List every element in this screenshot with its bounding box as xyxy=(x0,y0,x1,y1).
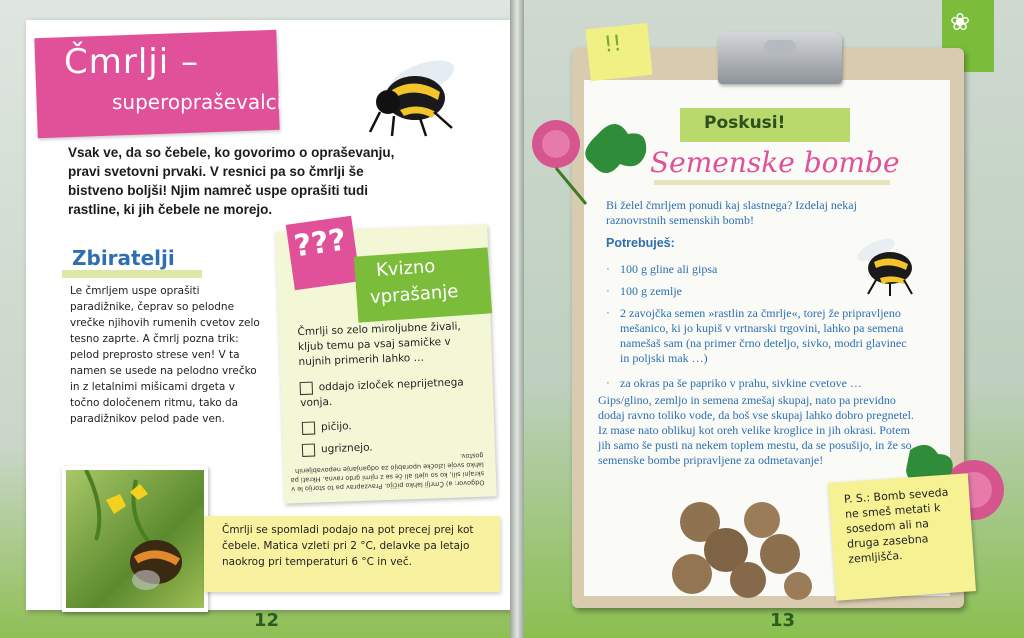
quiz-heading-line2: vprašanje xyxy=(369,280,460,309)
needs-item: 100 g gline ali gipsa xyxy=(620,262,718,276)
page-number-left: 12 xyxy=(254,610,280,631)
checkbox-icon[interactable] xyxy=(302,421,315,434)
recipe-intro: Bi želel čmrljem ponudi kaj slastnega? Izdelaj nekaj raznovrstnih semenskih bomb! xyxy=(606,198,857,227)
needs-item: 2 zavojčka semen »rastlin za čmrlje«, torej že pripravljeno mešanico, ki jo kupiš v vrtnarski trgovini, lahko pa semena namešaš sam (na primer črno deteljo, sivko, modri glavinec in poljski mak …) xyxy=(620,306,907,365)
quiz-option-label: pičijo. xyxy=(320,420,352,434)
quiz-option[interactable] xyxy=(300,375,477,411)
bullet-icon: · xyxy=(606,262,610,276)
lily-icon: ❀ xyxy=(950,8,971,36)
fact-note-text: Čmrlji se spomladi podajo na pot precej prej kot čebele. Matica vzleti pri 2 °C, delavke pa letajo naokrog pri temperaturi 6 °C in več. xyxy=(222,524,474,568)
page-number-right: 13 xyxy=(770,610,796,631)
page-title: Čmrlji – xyxy=(64,42,199,82)
section-title: Zbiratelji xyxy=(72,246,175,270)
bullet-icon: · xyxy=(606,306,610,320)
ps-note-text: P. S.: Bomb seveda ne smeš metati k sosedom ali na druga zasebna zemljišča. xyxy=(843,485,949,566)
checkbox-icon[interactable] xyxy=(302,443,315,456)
bullet-icon: · xyxy=(606,376,610,390)
recipe-title: Semenske bombe xyxy=(650,146,900,179)
page-subtitle: superopraševalci xyxy=(112,90,283,114)
bumblebee-image xyxy=(360,40,470,140)
question-marks-icon: ??? xyxy=(291,222,349,265)
book-gutter xyxy=(510,0,524,638)
quiz-heading-line1: Kvizno xyxy=(375,255,436,282)
needs-item: za okras pa še papriko v prahu, sivkine cvetove … xyxy=(620,376,862,390)
section-title-highlight xyxy=(62,270,202,278)
quiz-answer-upside-down: Odgovor: a) Čmrlji lahko pičijo. Pravzaprav pa to storijo le v skrajni sili, ko so ujeti ali če se z njimi grdo ravna. Hkrati pa lahko svoje izločke uporabijo za odganjanje nepovabljenih gostov. xyxy=(290,451,485,494)
try-label: Poskusi! xyxy=(704,113,786,133)
bee-on-flower-icon xyxy=(66,470,204,608)
seed-bombs-photo xyxy=(662,494,822,600)
checkbox-icon[interactable] xyxy=(300,381,313,394)
quiz-option-label: ugriznejo. xyxy=(320,441,373,456)
section-text: Le čmrljem uspe oprašiti paradižnike, čeprav so pelodne vrečke njihovih rumenih cvetov zelo tesno zaprte. A čmrlj pozna trik: pelod preprosto strese ven! V ta namen se usede na pelodno vrečko in z letalnimi mišicami drgeta v točno določenem ritmu, tako da paradižnikov pelod pade ven. xyxy=(70,285,260,425)
intro-paragraph: Vsak ve, da so čebele, ko govorimo o opraševanju, pravi svetovni prvaki. V resnici pa so čmrlji še bistveno boljši! Njim namreč uspe oprašiti tudi rastline, ki jih čebele ne morejo. xyxy=(68,145,395,217)
recipe-instructions: Gips/glino, zemljo in semena zmešaj skupaj, nato pa previdno dodaj ravno toliko vode, da boš vse skupaj lahko dobro pregnetel. Iz mase nato oblikuj kot oreh velike kroglice in jih okrasi. Potem jih samo še pusti na nekem toplem mestu, da se posušijo, in že so semenske bombe pripravljene za odmetavanje! xyxy=(598,393,914,467)
bumblebee-small-image xyxy=(846,232,926,296)
exclamation-icon: !! xyxy=(602,31,623,58)
recipe-title-highlight xyxy=(654,180,890,185)
bumblebee-flower-photo xyxy=(62,466,208,612)
quiz-option-label: oddajo izloček neprijetnega vonja. xyxy=(300,376,464,410)
needs-item: 100 g zemlje xyxy=(620,284,682,298)
clipboard-clip-hole xyxy=(764,40,796,54)
bullet-icon: · xyxy=(606,284,610,298)
needs-heading: Potrebuješ: xyxy=(606,236,675,250)
quiz-question: Čmrlji so zelo miroljubne živali, kljub temu pa vsaj samičke v nujnih primerih lahko … xyxy=(297,320,461,369)
